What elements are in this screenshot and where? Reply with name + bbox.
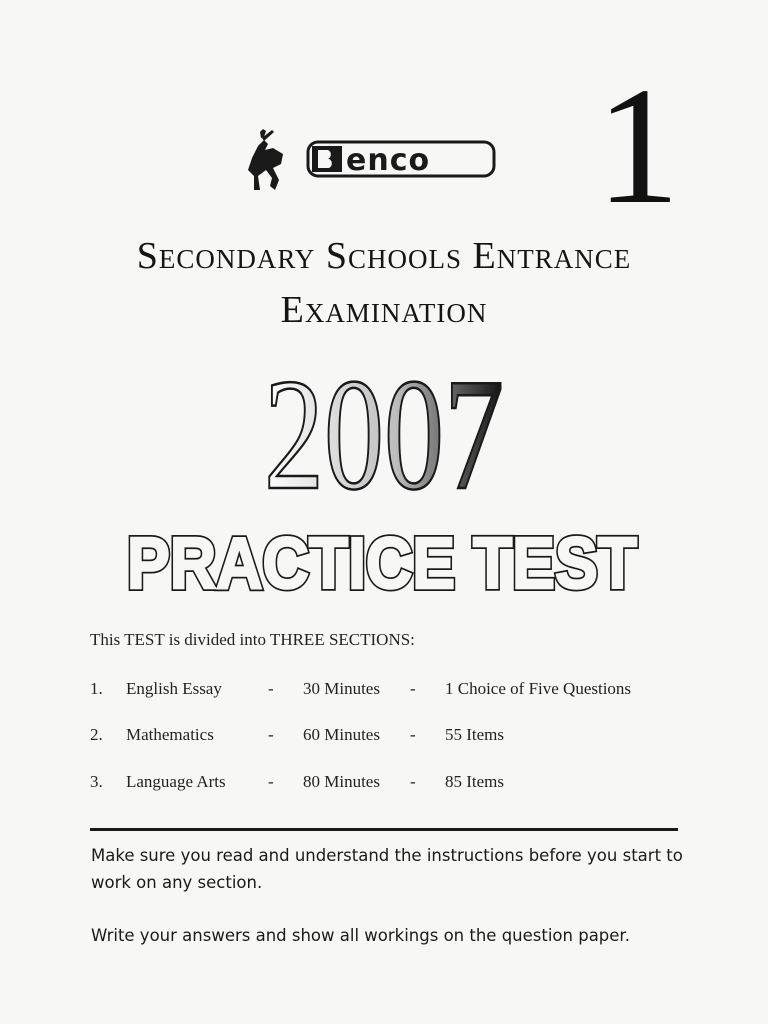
instruction-read: Make sure you read and understand the instructions before you start to work on any section. [91,846,683,892]
section-detail: 55 Items [445,725,505,744]
year-banner [0,360,768,500]
divider-rule [90,828,678,831]
section-number: 3. [90,772,103,791]
section-row [90,725,690,749]
practice-test-inner: PRACTICE TEST [127,526,638,596]
section-time: 60 Minutes [303,725,380,744]
practice-test-banner [124,526,640,596]
separator-dash: - [268,725,274,744]
section-time: 30 Minutes [303,679,380,698]
section-subject: English Essay [126,679,222,698]
year-text: 2007 [264,360,504,500]
separator-dash: - [268,679,274,698]
section-number: 2. [90,725,103,744]
section-detail: 85 Items [445,772,505,791]
instruction-answers: Write your answers and show all workings on the question paper. [91,926,630,945]
section-row [90,772,690,796]
section-number: 1. [90,679,103,698]
exam-title-line1: Secondary Schools Entrance [136,235,632,277]
section-row [90,679,690,703]
section-subject: Mathematics [126,725,214,744]
separator-dash: - [268,772,274,791]
separator-dash: - [410,725,416,744]
section-detail: 1 Choice of Five Questions [445,679,632,698]
exam-title-line2: Examination [280,289,488,331]
sections-intro: This TEST is divided into THREE SECTIONS: [90,630,415,649]
horse-rider-logo-icon [248,129,283,190]
separator-dash: - [410,772,416,791]
practice-test-outline: PRACTICE TEST [127,526,638,596]
benco-logo [238,128,500,212]
brand-wordmark: enco [346,143,431,178]
test-number: 1 [596,53,680,239]
section-time: 80 Minutes [303,772,380,791]
separator-dash: - [410,679,416,698]
section-subject: Language Arts [126,772,226,791]
